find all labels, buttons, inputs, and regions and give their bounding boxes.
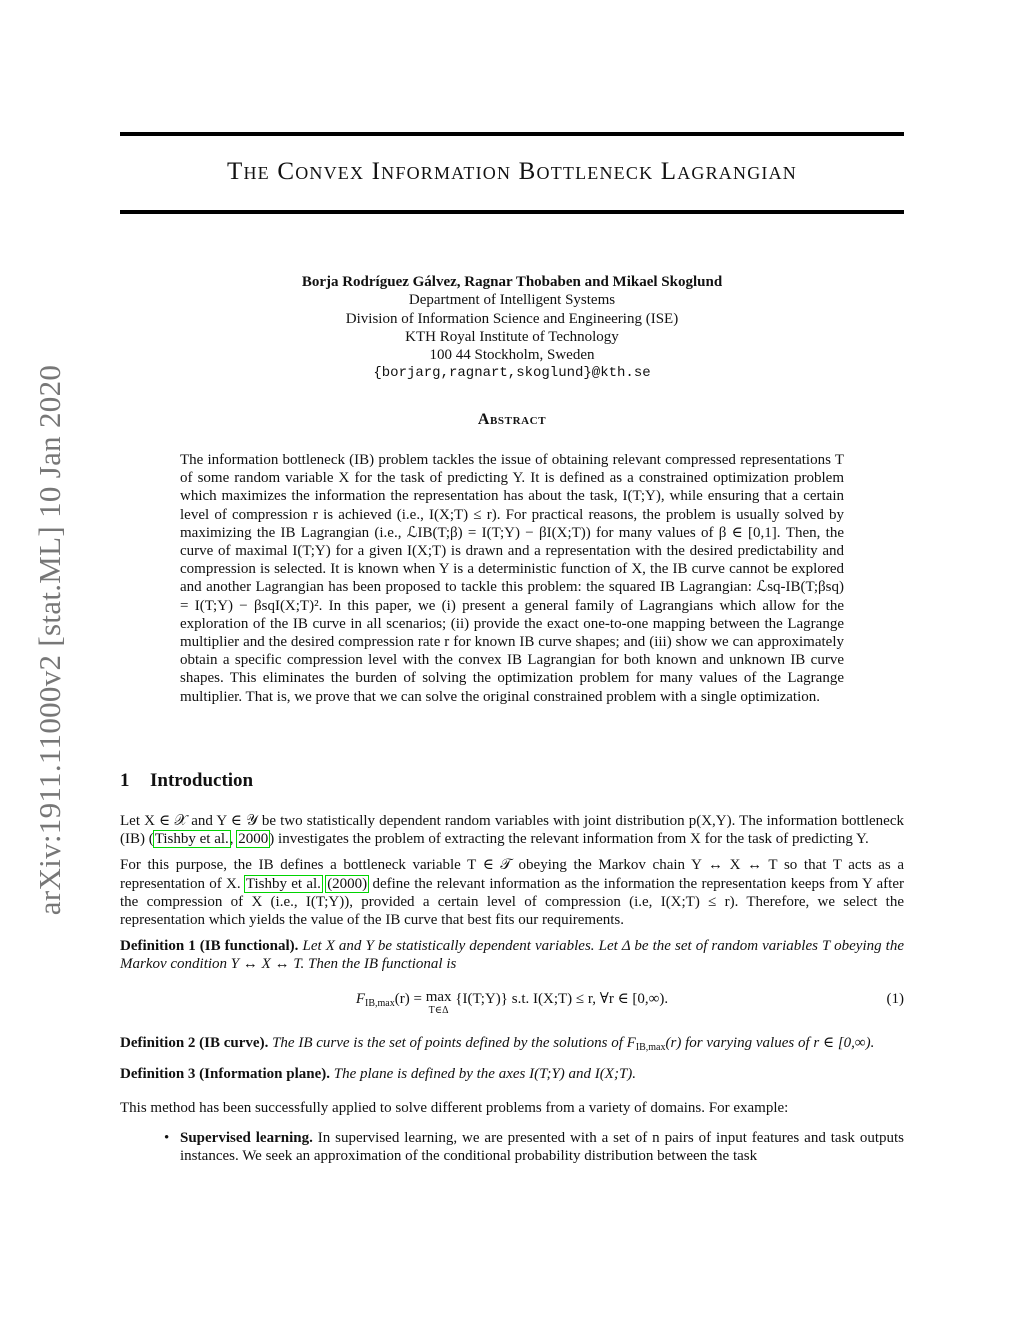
equation-max-operator	[426, 990, 452, 1018]
citation-link[interactable]: Tishby et al.	[245, 875, 321, 892]
paragraph: Let X ∈ 𝒳 and Y ∈ 𝒴 be two statistically dependent random variables with joint distribution p(X,Y). The information bottleneck (IB) (Tishby et al., 2000) investigates the problem of extracting the relevant information from X for the task of predicting Y.	[120, 813, 904, 848]
bullet-icon: •	[164, 1130, 170, 1147]
definition-title: Definition 1 (IB functional).	[120, 938, 299, 955]
list-item	[164, 1129, 904, 1165]
definition-2	[120, 1034, 904, 1057]
title-bottom-rule	[120, 210, 904, 214]
affiliation-line: KTH Royal Institute of Technology	[405, 328, 619, 345]
title-top-rule	[120, 132, 904, 136]
definition-title: Definition 2 (IB curve).	[120, 1034, 269, 1051]
abstract-text: The information bottleneck (IB) problem tackles the issue of obtaining relevant compressed representations T of some random variable X for the task of predicting Y. It is defined as a constrained optimization problem which maximizes the information the representation has about the task, I(T;Y), while ensuring that a certain level of compression r is achieved (i.e., I(X;T) ≤ r). For practical reasons, the problem is usually solved by maximizing the IB Lagrangian (i.e., ℒIB(T;β) = I(T;Y) − βI(X;T)) for many values of β ∈ [0,1]. Then, the curve of maximal I(T;Y) for a given I(X;T) is drawn and a representation with the desired predictability and compression is selected. It is known when Y is a deterministic function of X, the IB curve cannot be explored and another Lagrangian has been proposed to tackle this problem: the squared IB Lagrangian: ℒsq-IB(T;βsq) = I(T;Y) − βsqI(X;T)². In this paper, we (i) present a general family of Lagrangians which allow for the exploration of the IB curve in all scenarios; (ii) provide the exact one-to-one mapping between the Lagrange multiplier and the desired compression rate r for known IB curve shapes; and (iii) show we can approximately obtain a specific compression level with the convex IB Lagrangian for both known and unknown IB curve shapes. This eliminates the burden of solving the optimization problem for many values of the Lagrange multiplier. That is, we prove that we can solve the original constrained problem with a single optimization.	[180, 452, 844, 705]
definition-1	[120, 937, 904, 973]
paragraph-text: define the relevant information as the information the representation keeps from Y after the compression of X (i.e., I(T;Y)), provided a certain level of compression (i.e, I(X;T) ≤ r). Therefore, we select the representation which yields the value of the IB curve that best fits our requirements.	[120, 875, 904, 929]
equation-part: max	[425, 988, 452, 1005]
author-names: Borja Rodríguez Gálvez, Ragnar Thobaben and Mikael Skoglund	[301, 274, 723, 290]
affiliation-line: Division of Information Science and Engineering (ISE)	[345, 310, 679, 327]
definition-text	[272, 1035, 874, 1051]
definition-text-part: The IB curve is the set of points defined by the solutions of F	[272, 1034, 636, 1051]
definition-text: The plane is defined by the axes I(T;Y) and I(X;T).	[333, 1065, 637, 1082]
list-item-text: In supervised learning, we are presented with a set of n pairs of input features and task outputs instances. We seek an approximation of the conditional probability distribution between the task	[180, 1130, 904, 1165]
affiliation-line: 100 44 Stockholm, Sweden	[429, 347, 595, 364]
equation-part: F	[355, 990, 366, 1007]
equation-part: T∈Δ	[428, 1004, 449, 1016]
paper-title: The Convex Information Bottleneck Lagrangian	[227, 158, 797, 185]
section-heading-introduction	[120, 770, 253, 792]
equation-number: (1)	[886, 990, 904, 1007]
application-list	[120, 1129, 904, 1165]
equation-part: (r) =	[394, 990, 426, 1007]
paragraph: This method has been successfully applied to solve different problems from a variety of domains. For example:	[120, 1100, 789, 1117]
list-item-title: Supervised learning.	[180, 1130, 313, 1147]
arxiv-side-label: arXiv:1911.11000v2 [stat.ML] 10 Jan 2020	[32, 364, 67, 916]
equation-1	[120, 990, 904, 1020]
citation-link[interactable]: Tishby et al.	[154, 831, 229, 848]
citation-year-link[interactable]: 2000	[238, 831, 269, 848]
section-title: Introduction	[150, 770, 254, 791]
definition-title: Definition 3 (Information plane).	[120, 1065, 330, 1082]
definition-text-part: (r) for varying values of r ∈ [0,∞).	[665, 1034, 875, 1051]
definition-3	[120, 1065, 904, 1083]
paragraph	[120, 856, 904, 929]
section-number: 1	[120, 770, 130, 791]
author-email: {borjarg,ragnart,skoglund}@kth.se	[373, 365, 651, 382]
affiliation-line: Department of Intelligent Systems	[408, 292, 616, 309]
paragraph-text: investigates the problem of extracting the relevant information from X for the task of predicting Y.	[274, 831, 869, 848]
definition-text: Let X and Y be statistically dependent variables. Let Δ be the set of random variables T obeying the Markov condition Y ↔ X ↔ T. Then the IB functional is	[120, 938, 905, 973]
definition-text-part: IB,max	[635, 1041, 666, 1053]
paragraph-text: For this purpose, the IB defines a bottleneck variable T ∈ 𝒯 obeying the Markov chain Y ↔ X ↔ T so that T acts as a representation of X.	[120, 857, 904, 892]
paragraph-text: Let X ∈ 𝒳 and Y ∈ 𝒴 be two statistically dependent random variables with joint distribution p(X,Y). The information bottleneck (IB)	[120, 813, 904, 848]
introduction-body	[120, 812, 904, 1166]
author-block	[120, 273, 904, 383]
citation-year-link[interactable]: (2000)	[327, 875, 368, 892]
equation-part: {I(T;Y)} s.t. I(X;T) ≤ r, ∀r ∈ [0,∞).	[451, 990, 669, 1007]
abstract-heading: Abstract	[477, 411, 547, 428]
equation-part: IB,max	[365, 997, 395, 1009]
